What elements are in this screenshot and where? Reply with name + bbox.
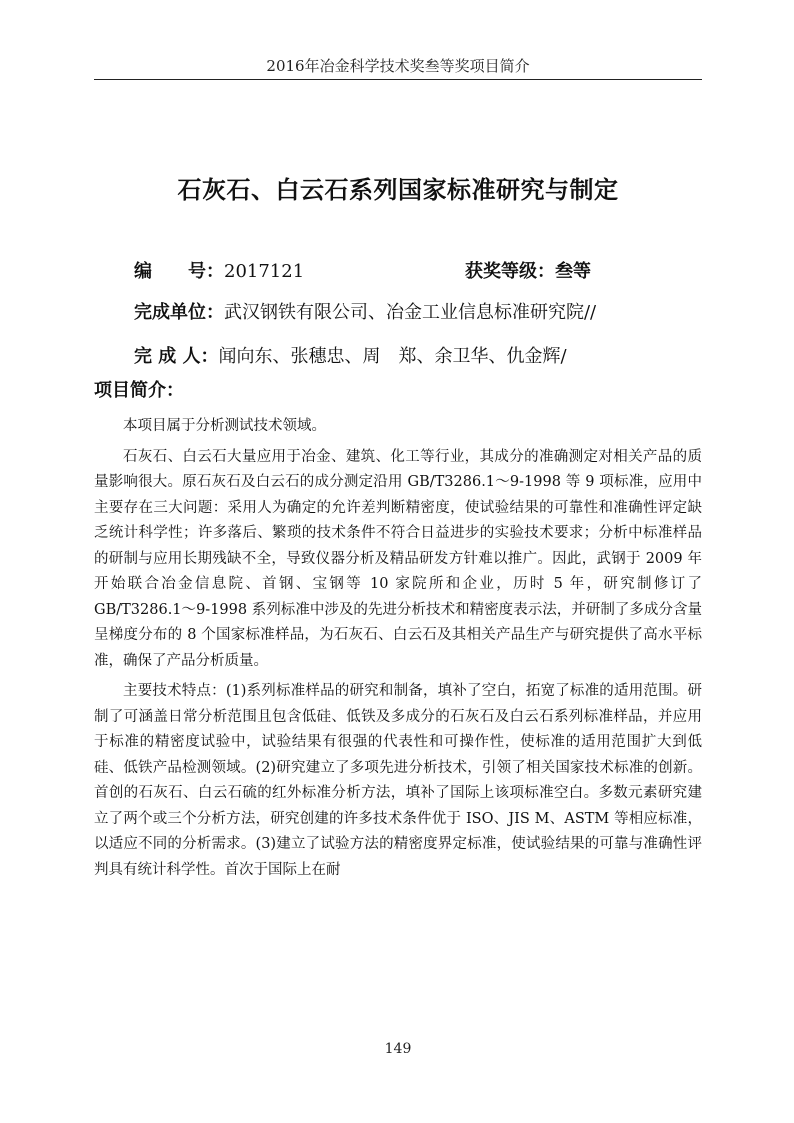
completing-people-value: 闻向东、张穗忠、周 郑、余卫华、仇金辉/ [218,346,567,367]
summary-paragraph-background: 石灰石、白云石大量应用于冶金、建筑、化工等行业，其成分的准确测定对相关产品的质量影响很大。原石灰石及白云石的成分测定沿用 GB/T3286.1～9-1998 等 9 项标准，应用中主要存在三大问题：采用人为确定的允许差判断精密度，使试验结果的可靠性和准确性评定缺乏统计科学性；许多落后、繁琐的技术条件不符合日益进步的实验技术要求；分析中标准样品的研制与应用长期残缺不全，导致仪器分析及精品研发方针难以推广。因此，武钢于 2009 年开始联合冶金信息院、首钢、宝钢等 10 家院所和企业，历时 5 年，研究制修订了 GB/T3286.1～9-1998 系列标准中涉及的先进分析技术和精密度表示法，并研制了多成分含量呈梯度分布的 8 个国家标准样品，为石灰石、白云石及其相关产品生产与研究提供了高水平标准，确保了产品分析质量。 [94,448,702,669]
completing-people-label: 完 成 人： [134,346,219,367]
running-header: 2016年冶金科学技术奖叁等奖项目简介 [266,57,530,75]
header-divider [94,79,702,80]
project-number-row [134,259,304,285]
completing-units-label: 完成单位： [134,302,224,323]
project-summary-heading: 项目简介： [94,380,184,401]
document-title: 石灰石、白云石系列国家标准研究与制定 [177,176,619,204]
completing-units-row [134,300,596,326]
completing-people-row [134,344,567,370]
project-number-label: 编 号： [134,261,224,282]
award-level [465,259,591,285]
award-level-label: 获奖等级： [465,261,555,282]
summary-paragraph-features: 主要技术特点：(1)系列标准样品的研究和制备，填补了空白，拓宽了标准的适用范围。研制了可涵盖日常分析范围且包含低硅、低铁及多成分的石灰石及白云石系列标准样品，并应用于标准的精密度试验中，试验结果有很强的代表性和可操作性，使标准的适用范围扩大到低硅、低铁产品检测领域。(2)研究建立了多项先进分析技术，引领了相关国家技术标准的创新。首创的石灰石、白云石硫的红外标准分析方法，填补了国际上该项标准空白。多数元素研究建立了两个或三个分析方法，研究创建的许多技术条件优于 ISO、JIS M、ASTM 等相应标准，以适应不同的分析需求。(3)建立了试验方法的精密度界定标准，使试验结果的可靠与准确性评判具有统计科学性。首次于国际上在耐 [94,683,702,878]
page-number: 149 [384,1041,412,1057]
project-number-value: 2017121 [224,261,305,282]
summary-paragraph-field: 本项目属于分析测试技术领域。 [123,418,326,434]
award-level-value: 叁等 [555,261,591,282]
project-summary-body [94,414,702,888]
completing-units-value: 武汉钢铁有限公司、冶金工业信息标准研究院// [224,302,597,323]
